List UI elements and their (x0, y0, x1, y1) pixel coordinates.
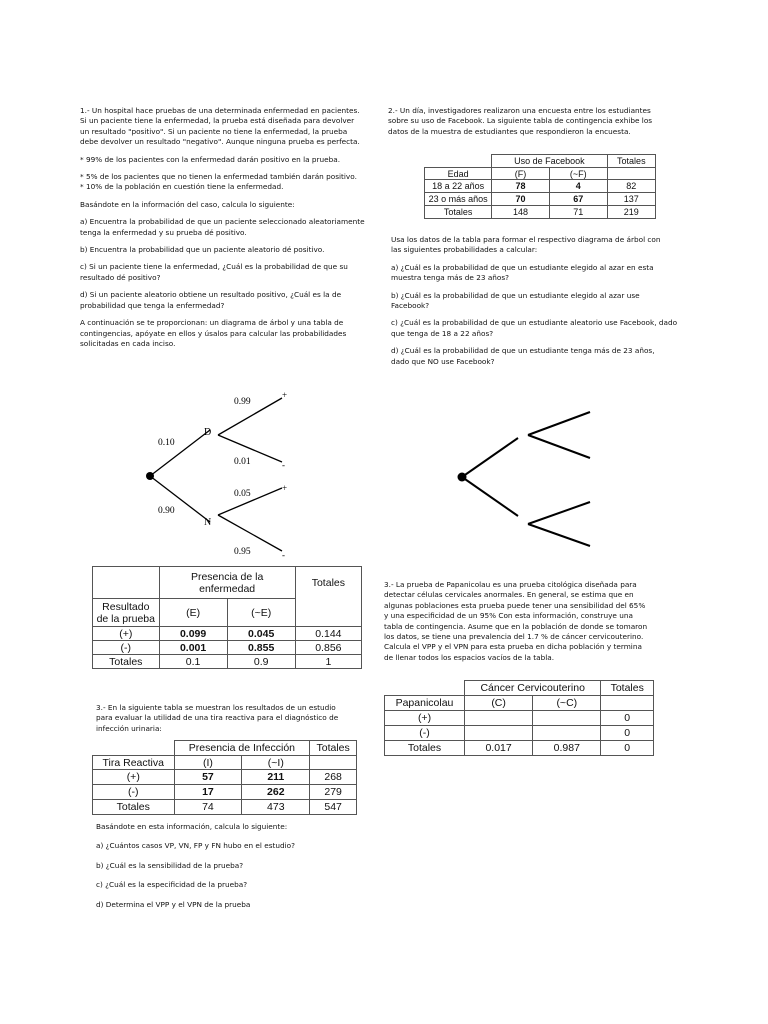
table-cell: 547 (310, 800, 357, 815)
table-cell: 0 (601, 711, 654, 726)
problem1-question-a: a) Encuentra la probabilidad de que un paciente seleccionado aleatoriamente (80, 217, 365, 227)
problem2-contingency-table (424, 154, 656, 219)
problem2-intro (388, 106, 688, 137)
tree-prob-n-neg: 0.95 (234, 547, 251, 557)
table-cell: 1 (295, 655, 361, 669)
problem1-question-c: resultado dé positivo? (80, 272, 161, 282)
table-cell: 268 (310, 770, 357, 785)
table-cell: 71 (549, 206, 607, 219)
problem3b-line: y una especificidad de un 95% Con esta información, construye una (384, 611, 633, 621)
problem1-closing: A continuación se te proporcionan: un diagrama de árbol y una tabla de (80, 318, 344, 328)
table-cell-empty (601, 696, 654, 711)
table-cell-empty (93, 741, 175, 756)
problem1-intro-line: 1.- Un hospital hace pruebas de una determinada enfermedad en pacientes. (80, 106, 360, 115)
table-cell-empty (385, 681, 465, 696)
table-cell: 0.045 (227, 627, 295, 641)
problem1-question-d: d) Si un paciente aleatorio obtiene un resultado positivo, ¿Cuál es la de (80, 290, 342, 300)
table-cell: 219 (607, 206, 655, 219)
problem2-instruction: Usa los datos de la tabla para formar el respectivo diagrama de árbol con (391, 235, 661, 244)
tree-sign-minus: - (282, 460, 285, 470)
problem2-question-a: muestra tenga más de 23 años? (391, 273, 510, 283)
tree-prob-d: 0.10 (158, 438, 175, 448)
problem1-question-a: tenga la enfermedad y su prueba dé positivo. (80, 227, 247, 237)
problem3a-question-c: c) ¿Cuál es la especificidad de la prueba? (96, 880, 248, 890)
table-header-totals: Totales (310, 741, 357, 756)
table-cell: 148 (492, 206, 550, 219)
problem2-intro-line: sobre su uso de Facebook. La siguiente tabla de contingencia exhibe los (388, 116, 653, 126)
table-cell: 17 (174, 785, 242, 800)
table-cell: 78 (492, 180, 550, 193)
problem3b-line: detectar células cervicales anormales. En general, se estima que en (384, 590, 634, 600)
problem3b-line: 3.- La prueba de Papanicolau es una prueba citológica diseñada para (384, 580, 637, 589)
problem2-questions (391, 235, 691, 367)
tree-label-d: D (204, 427, 212, 438)
table-header-totals: Totales (607, 155, 655, 168)
table-cell: Totales (385, 741, 465, 756)
problem3a-questions (96, 822, 366, 910)
table-row (93, 655, 362, 669)
tree-branch (528, 412, 590, 435)
tree-prob-n-pos: 0.05 (234, 489, 251, 499)
problem1-tree-diagram (140, 385, 310, 565)
table-cell: 82 (607, 180, 655, 193)
problem1-question-b: b) Encuentra la probabilidad que un paciente aleatorio dé positivo. (80, 245, 325, 255)
table-cell: (+) (93, 627, 160, 641)
table-cell: (-) (93, 641, 160, 655)
table-row (93, 641, 362, 655)
tree-root-node (458, 473, 467, 482)
problem1-instruction: Basándote en la información del caso, calcula lo siguiente: (80, 199, 295, 209)
table-header-col: (E) (159, 599, 227, 627)
table-cell-empty (607, 168, 655, 180)
table-row (93, 800, 357, 815)
problem3a-intro-line: 3.- En la siguiente tabla se muestran los resultados de un estudio (96, 703, 336, 712)
problem1-bullet: * 5% de los pacientes que no tienen la enfermedad también darán positivo. (80, 172, 357, 182)
table-row (93, 770, 357, 785)
table-cell (533, 711, 601, 726)
table-cell (465, 711, 533, 726)
problem3a-contingency-table (92, 740, 357, 815)
table-row (385, 711, 654, 726)
table-cell: 4 (549, 180, 607, 193)
table-cell-empty (310, 756, 357, 770)
table-header-col: (C) (465, 696, 533, 711)
tree-prob-n: 0.90 (158, 506, 175, 516)
table-cell: 74 (174, 800, 242, 815)
problem2-blank-tree-diagram (450, 410, 630, 550)
problem3b-line: tabla de contingencia. Asume que en la población de donde se tomaron (384, 621, 648, 631)
problem2-question-d: dado que NO use Facebook? (391, 356, 495, 366)
problem3a-question-d: d) Determina el VPP y el VPN de la prueba (96, 899, 251, 909)
problem1-contingency-table (92, 566, 362, 669)
problem3b-line: los datos, se tiene una prevalencia del 1.7 % de cáncer cervicouterino. (384, 632, 644, 642)
table-row (93, 627, 362, 641)
tree-sign-plus: + (282, 390, 288, 400)
tree-root-node (146, 472, 154, 480)
table-cell: 0.144 (295, 627, 361, 641)
table-header-strip: Tira Reactiva (93, 756, 175, 770)
problem3b-line: de llenar todos los espacios vacíos de la tabla. (384, 652, 555, 662)
problem3a-intro (96, 703, 366, 734)
problem2-question-b: Facebook? (391, 301, 430, 311)
problem1-text (80, 106, 380, 349)
problem1-question-c: c) Si un paciente tiene la enfermedad, ¿Cuál es la probabilidad de que su (80, 262, 348, 272)
problem1-closing: solicitadas en cada inciso. (80, 338, 176, 348)
table-header-col: (I) (174, 756, 242, 770)
tree-branch (218, 515, 282, 551)
problem3b-contingency-table (384, 680, 654, 756)
problem1-bullet: * 10% de la población en cuestión tiene la enfermedad. (80, 182, 284, 192)
table-cell: 23 o más años (425, 193, 492, 206)
table-cell-empty (93, 567, 160, 599)
table-header-age: Edad (425, 168, 492, 180)
problem1-closing: contingencias, apóyate en ellos y úsalos para calcular las probabilidades (80, 328, 347, 338)
problem3a-question-a: a) ¿Cuántos casos VP, VN, FP y FN hubo en el estudio? (96, 841, 296, 851)
table-cell: 57 (174, 770, 242, 785)
table-row (385, 726, 654, 741)
table-cell: (-) (385, 726, 465, 741)
table-header-presence (159, 567, 295, 599)
table-header-col: (~I) (242, 756, 310, 770)
table-cell: Totales (425, 206, 492, 219)
table-cell: 0.1 (159, 655, 227, 669)
table-cell: 70 (492, 193, 550, 206)
table-cell: 0.856 (295, 641, 361, 655)
tree-branch (528, 435, 590, 458)
problem3a-question-b: b) ¿Cuál es la sensibilidad de la prueba? (96, 860, 244, 870)
table-cell (533, 726, 601, 741)
tree-prob-d-pos: 0.99 (234, 397, 251, 407)
header-line: de la prueba (96, 612, 155, 625)
tree-sign-minus: - (282, 550, 285, 560)
tree-label-n: N (204, 517, 212, 528)
table-cell: (+) (93, 770, 175, 785)
table-cell: 473 (242, 800, 310, 815)
problem3b-line: algunas poblaciones esta prueba puede tener una sensibilidad del 65% (384, 600, 646, 610)
problem2-question-b: b) ¿Cuál es la probabilidad de que un estudiante elegido al azar use (391, 290, 640, 300)
table-cell: 0.017 (465, 741, 533, 756)
problem1-question-d: probabilidad que tenga la enfermedad? (80, 300, 225, 310)
table-row (425, 206, 656, 219)
table-cell (465, 726, 533, 741)
table-cell: 67 (549, 193, 607, 206)
tree-branch (150, 430, 210, 476)
tree-branch (528, 524, 590, 546)
problem2-question-a: a) ¿Cuál es la probabilidad de que un estudiante elegido al azar en esta (391, 262, 654, 272)
problem2-question-c: que tenga de 18 a 22 años? (391, 328, 494, 338)
table-row (385, 741, 654, 756)
header-line: Presencia de la (190, 570, 264, 583)
table-header-col: (~F) (549, 168, 607, 180)
table-cell: 137 (607, 193, 655, 206)
problem3a-intro-line: para evaluar la utilidad de una tira reactiva para el diagnóstico de (96, 713, 339, 723)
table-header-totals: Totales (601, 681, 654, 696)
header-line: Resultado (102, 600, 150, 613)
tree-branch (462, 477, 518, 516)
table-cell: 0.855 (227, 641, 295, 655)
problem2-intro-line: datos de la muestra de estudiantes que respondieron la encuesta. (388, 126, 631, 136)
problem3a-instruction: Basándote en esta información, calcula lo siguiente: (96, 822, 288, 831)
table-cell: 211 (242, 770, 310, 785)
table-cell: 0.001 (159, 641, 227, 655)
table-cell: (-) (93, 785, 175, 800)
table-header-facebook: Uso de Facebook (492, 155, 607, 168)
problem3a-intro-line: infección urinaria: (96, 723, 162, 733)
table-row (425, 193, 656, 206)
table-row (93, 785, 357, 800)
problem1-intro-line: debe devolver un resultado "negativo". Aunque ninguna prueba es perfecta. (80, 137, 360, 147)
table-cell: 0 (601, 726, 654, 741)
table-header-infection: Presencia de Infección (174, 741, 310, 756)
table-cell: (+) (385, 711, 465, 726)
problem1-bullet: * 99% de los pacientes con la enfermedad darán positivo en la prueba. (80, 154, 341, 164)
table-cell: 0.987 (533, 741, 601, 756)
table-row (425, 180, 656, 193)
header-line: enfermedad (199, 582, 256, 595)
problem1-intro-line: Si un paciente tiene la enfermedad, la prueba está diseñada para devolver (80, 116, 355, 126)
table-cell: 0 (601, 741, 654, 756)
tree-sign-plus: + (282, 483, 288, 493)
table-header-col: (F) (492, 168, 550, 180)
table-cell-empty (425, 155, 492, 168)
table-cell: 279 (310, 785, 357, 800)
problem3b-line: Calcula el VPP y el VPN para esta prueba en dicha población y termina (384, 642, 642, 652)
table-cell: Totales (93, 800, 175, 815)
table-cell: 18 a 22 años (425, 180, 492, 193)
table-header-cancer: Cáncer Cervicouterino (465, 681, 601, 696)
tree-prob-d-neg: 0.01 (234, 457, 251, 467)
problem2-question-d: d) ¿Cuál es la probabilidad de que un estudiante tenga más de 23 años, (391, 346, 655, 356)
problem2-instruction: las siguientes probabilidades a calcular: (391, 245, 538, 255)
tree-branch (528, 502, 590, 524)
problem1-intro-line: un resultado "positivo". Si un paciente no tiene la enfermedad, la prueba (80, 126, 348, 136)
problem2-intro-line: 2.- Un día, investigadores realizaron una encuesta entre los estudiantes (388, 106, 651, 115)
table-cell: Totales (93, 655, 160, 669)
table-header-col: (~C) (533, 696, 601, 711)
table-header-col: (~E) (227, 599, 295, 627)
tree-branch (462, 438, 518, 477)
table-header-totals: Totales (295, 567, 361, 627)
table-cell: 0.9 (227, 655, 295, 669)
problem3b-text (384, 580, 694, 663)
problem2-question-c: c) ¿Cuál es la probabilidad de que un estudiante aleatorio use Facebook, dado (391, 318, 678, 328)
table-header-pap: Papanicolau (385, 696, 465, 711)
table-cell: 0.099 (159, 627, 227, 641)
table-header-result (93, 599, 160, 627)
table-cell: 262 (242, 785, 310, 800)
